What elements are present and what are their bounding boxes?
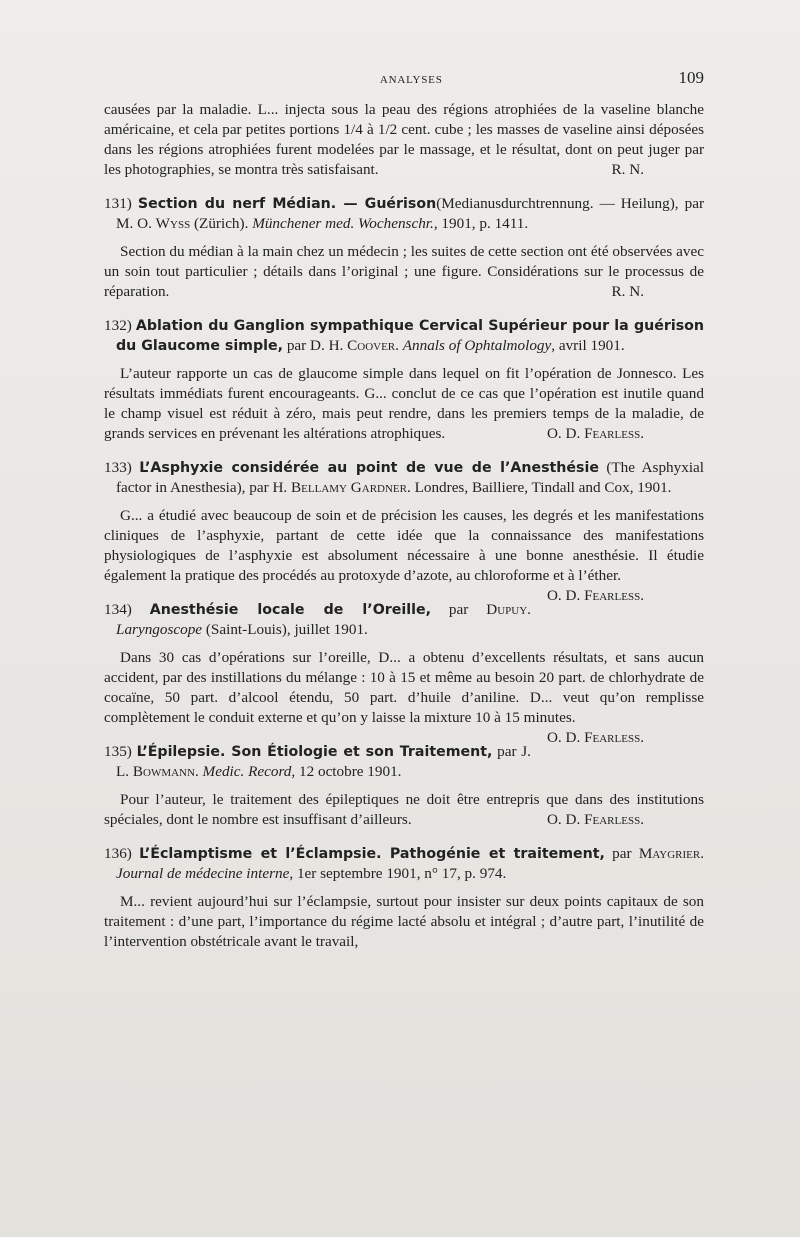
entry-journal: Laryngoscope — [116, 621, 203, 638]
entry-citation: . — [527, 601, 531, 618]
entry-citation: . Londres, Bailliere, Tindall and Cox, 1901. — [406, 479, 672, 496]
entry-body — [104, 364, 704, 444]
entry-citation: par — [604, 845, 639, 862]
intro-paragraph — [104, 100, 704, 180]
entry-author: Coover — [347, 337, 396, 354]
entry-citation: (Medianusdurchtrennung. — Heilung), par M. O. — [116, 195, 705, 232]
entry-author: Bellamy Gardner — [291, 479, 407, 496]
entry-citation: (Saint-Louis), juillet 1901. — [202, 621, 368, 638]
entry-heading — [104, 458, 704, 498]
running-head: ANALYSES — [379, 74, 443, 86]
entry-signature: O. D. Fearless. — [546, 729, 644, 746]
entry-title: L’Épilepsie. Son Étiologie et son Traitement, — [136, 744, 493, 760]
entry-heading — [104, 742, 704, 782]
entry-citation: (Zürich). — [190, 215, 253, 232]
entry-body-text: L’auteur rapporte un cas de glaucome simple dans lequel on fit l’opération de Jonnesco. Les résultats immédiats furent encourageants. G... conclut de ce cas que l’opération est inutile quand le champ visuel est réduit à zéro, mais peut rendre, dans les premiers temps de la maladie, de grands services en prévenant les altérations atrophiques. — [104, 365, 704, 442]
entry-body — [104, 506, 704, 604]
entry-heading — [104, 316, 704, 356]
page-header — [104, 68, 704, 88]
entry-signature: R. N. — [611, 283, 644, 300]
entry-number: 135) — [104, 743, 132, 760]
entry-body-text: Dans 30 cas d’opérations sur l’oreille, D... a obtenu d’excellents résultats, et sans aucun accident, par des instillations du mélange : 10 à 15 et même au besoin 20 part. de chlorhydrate de cocaïne, 50 part. d’alcool étendu, 50 part. d’huile d’aniline. D... veut qu’on remplisse complètement le conduit externe et qu’on y laisse la mixture 10 à 15 minutes. — [104, 649, 704, 726]
entry-number: 134) — [104, 601, 132, 618]
entry-signature: O. D. Fearless. — [546, 587, 644, 604]
entry-number: 131) — [104, 195, 132, 212]
entry-body-text: G... a étudié avec beaucoup de soin et de précision les causes, les degrés et les manifestations cliniques de l’asphyxie, partant de cette idée que la connaissance des manifestations physiologiques de l’asphyxie est absolument nécessaire à une bonne anesthésie. Il étudie également la pratique des procédés au protoxyde d’azote, au chloroforme et à l’éther. — [104, 507, 704, 584]
entry-body — [104, 790, 704, 830]
entry-title: L’Asphyxie considérée au point de vue de l’Anesthésie — [139, 460, 599, 476]
entry-citation: , avril 1901. — [551, 337, 625, 354]
entry-citation: , 1901, p. 1411. — [433, 215, 529, 232]
entry-heading — [104, 600, 704, 640]
entry-citation: , 1er septembre 1901, n° 17, p. 974. — [289, 865, 507, 882]
analysis-entry — [104, 458, 704, 604]
entry-journal: Annals of Ophtalmology — [402, 337, 552, 354]
entry-body-text: M... revient aujourd’hui sur l’éclampsie, surtout pour insister sur deux points capitaux de son traitement : d’une part, l’importance du régime lacté absolu et intégral ; d’autre part, l’inutilité de l’intervention obstétricale avant le travail, — [104, 893, 704, 950]
entry-number: 136) — [104, 845, 132, 862]
entry-citation: par J. L. — [116, 743, 531, 780]
analysis-entry — [104, 742, 704, 830]
analysis-entry — [104, 844, 704, 952]
entry-body — [104, 648, 704, 746]
entry-title: L’Éclamptisme et l’Éclampsie. Pathogénie et traitement, — [139, 846, 605, 862]
entry-author: Maygrier — [638, 845, 701, 862]
entry-journal: Journal de médecine interne — [116, 865, 290, 882]
entry-title: Ablation du Ganglion sympathique Cervical Supérieur pour la guérison du Glaucome simple, — [116, 318, 704, 354]
entry-journal: Münchener med. Wochenschr. — [252, 215, 434, 232]
analysis-entry — [104, 600, 704, 746]
entry-number: 133) — [104, 459, 132, 476]
entry-citation: (The Asphyxial factor in Anesthesia), par H. — [116, 459, 704, 496]
entry-title: Section du nerf Médian. — Guérison — [137, 196, 437, 212]
entry-citation: , 12 octobre 1901. — [291, 763, 402, 780]
entry-body — [104, 892, 704, 952]
page-number: 109 — [678, 68, 704, 87]
entries-list — [104, 194, 704, 952]
entry-citation: . — [194, 763, 203, 780]
analysis-entry — [104, 316, 704, 444]
entry-author: Bowmann — [132, 763, 195, 780]
entry-heading — [104, 844, 704, 884]
entry-author: Dupuy — [486, 601, 528, 618]
entry-citation: . — [395, 337, 403, 354]
entry-title: Anesthésie locale de l’Oreille, — [149, 602, 431, 618]
analysis-entry — [104, 194, 704, 302]
entry-number: 132) — [104, 317, 132, 334]
entry-citation: par — [430, 601, 487, 618]
intro-signature: R. N. — [611, 161, 644, 178]
entry-body — [104, 242, 704, 302]
entry-heading — [104, 194, 704, 234]
entry-author: Wyss — [155, 215, 191, 232]
entry-body-text: Pour l’auteur, le traitement des épileptiques ne doit être entrepris que dans des institutions spéciales, dont le nombre est insuffisant d’ailleurs. — [104, 791, 704, 828]
entry-signature: O. D. Fearless. — [546, 811, 644, 828]
entry-journal: Medic. Record — [202, 763, 292, 780]
entry-signature: O. D. Fearless. — [546, 425, 644, 442]
entry-body-text: Section du médian à la main chez un médecin ; les suites de cette section ont été observées avec un soin tout particulier ; détails dans l’original ; une figure. Considérations sur le processus de réparation. — [104, 243, 704, 300]
intro-text: causées par la maladie. L... injecta sous la peau des régions atrophiées de la vaseline blanche américaine, et cela par petites portions 1/4 à 1/2 cent. cube ; les masses de vaseline ainsi déposées dans les régions atrophiées furent modelées par le massage, et le résultat, dont on peut juger par les photographies, se montra très satisfaisant. — [104, 101, 704, 178]
entry-citation: par D. H. — [283, 337, 348, 354]
entry-citation: . — [700, 845, 704, 862]
